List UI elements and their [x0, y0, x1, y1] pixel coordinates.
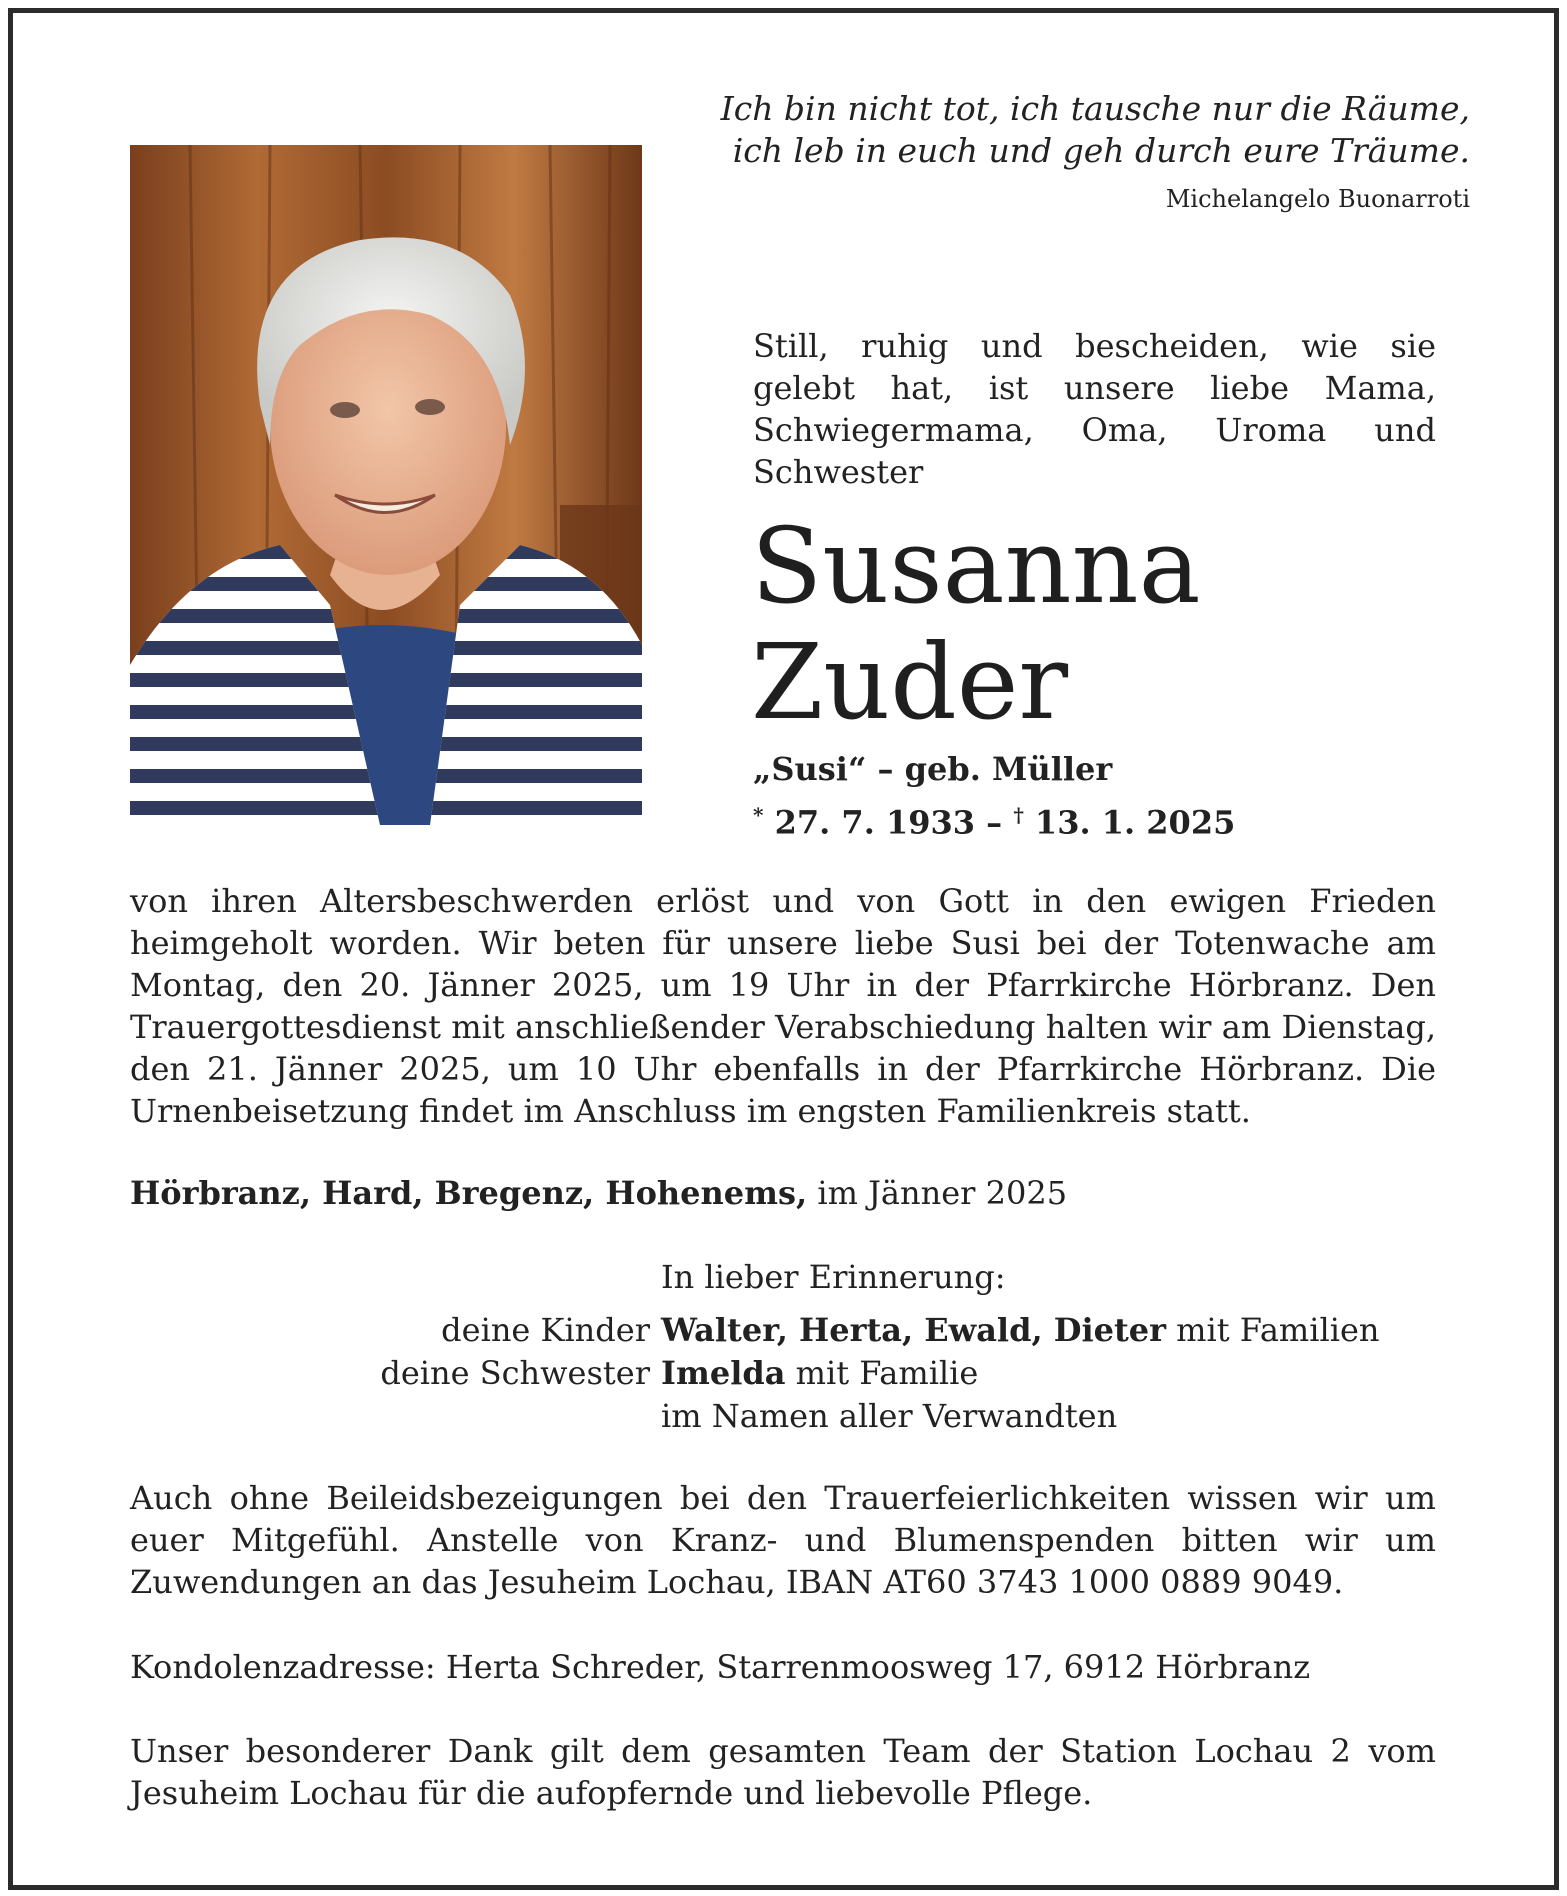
birth-date: 27. 7. 1933: [774, 803, 976, 842]
family-relation: deine Schwester: [380, 1354, 650, 1392]
family-relation: deine Kinder: [441, 1311, 650, 1349]
portrait-photo: [130, 145, 642, 825]
funeral-details: von ihren Altersbeschwerden erlöst und von Gott in den ewigen Frieden heimgeholt worden. Wir beten für unsere liebe Susi bei der Totenwache am Montag, den 20. Jänner 2025, um 19 Uhr in der Pfarrkirche Hörbranz. Den Trauergottesdienst mit anschließender Verabschiedung halten wir am Dienstag, den 21. Jänner 2025, um 10 Uhr ebenfalls in der Pfarrkirche Hörbranz. Die Urnenbeisetzung findet im Anschluss im engsten Familienkreis statt.: [130, 882, 1436, 1130]
family-suffix: mit Familien: [1176, 1311, 1380, 1349]
motto-author: Michelangelo Buonarroti: [1165, 185, 1470, 213]
deceased-name: [751, 505, 1201, 743]
family-names: Walter, Herta, Ewald, Dieter: [661, 1311, 1166, 1349]
family-suffix: im Namen aller Verwandten: [661, 1397, 1118, 1435]
memory-heading: In lieber Erinnerung:: [661, 1258, 1006, 1296]
donation-note: Auch ohne Beileidsbezeigungen bei den Trauerfeierlichkeiten wissen wir um euer Mitgefühl. Anstelle von Kranz- und Blumenspenden bitten wir um Zuwendungen an das Jesuheim Lochau, IBAN AT60 3743 1000 0889 9049.: [130, 1479, 1436, 1601]
condolence-address: Kondolenzadresse: Herta Schreder, Starrenmoosweg 17, 6912 Hörbranz: [130, 1648, 1311, 1686]
family-row: [130, 1309, 1436, 1351]
motto-line-1: Ich bin nicht tot, ich tausche nur die Räume,: [720, 89, 1470, 128]
death-symbol: †: [1013, 803, 1024, 827]
motto: [700, 88, 1470, 214]
family-row: [130, 1395, 1436, 1437]
life-dates: [753, 796, 1235, 842]
family-suffix: mit Familie: [795, 1354, 979, 1392]
death-date: 13. 1. 2025: [1034, 803, 1236, 842]
birth-symbol: *: [753, 803, 764, 827]
motto-line-2: ich leb in euch und geh durch eure Träume.: [732, 131, 1470, 170]
family-row: [130, 1352, 1436, 1394]
signature-line: [130, 1172, 1067, 1214]
last-name: Zuder: [751, 621, 1069, 743]
intro-text: Still, ruhig und bescheiden, wie sie gelebt hat, ist unsere liebe Mama, Schwiegermama, Oma, Uroma und Schwester: [753, 327, 1436, 491]
signature-date: im Jänner 2025: [817, 1174, 1068, 1212]
first-name: Susanna: [751, 505, 1201, 627]
family-names: Imelda: [661, 1354, 786, 1392]
nickname-maiden-name: „Susi“ – geb. Müller: [753, 750, 1113, 788]
signature-places: Hörbranz, Hard, Bregenz, Hohenems,: [130, 1174, 808, 1212]
date-separator: –: [986, 803, 1003, 842]
thanks-note: Unser besonderer Dank gilt dem gesamten Team der Station Lochau 2 vom Jesuheim Lochau für die aufopfernde und liebevolle Pflege.: [130, 1732, 1436, 1812]
